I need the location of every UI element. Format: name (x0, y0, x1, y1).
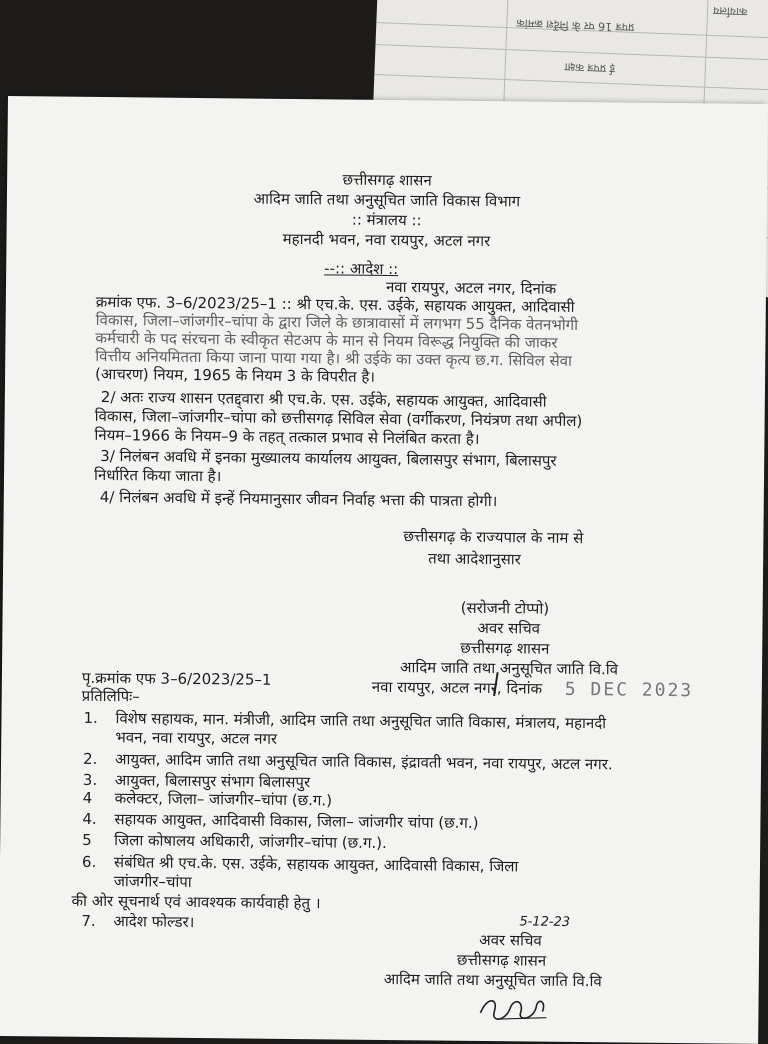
copy-item-line: आयुक्त, बिलासपुर संभाग बिलासपुर (114, 771, 311, 792)
copy-item-number: 4 (82, 788, 93, 807)
order-place-date: नवा रायपुर, अटल नगर, दिनांक (385, 277, 557, 298)
copy-to-label: प्रतिलिपिः– (81, 686, 140, 706)
copy-item-line: भवन, नवा रायपुर, अटल नगर (115, 728, 278, 748)
para1-line: (आचरण) नियम, 1965 के नियम 3 के विपरीत है। (95, 364, 376, 386)
copy-item-number: 6. (81, 852, 97, 871)
copy-item-number: 1. (83, 708, 98, 727)
bottom-dept: आदिम जाति तथा अनुसूचित जाति वि.वि (383, 969, 602, 991)
date-stamp: 5 DEC 2023 (564, 678, 694, 702)
background-text: प्रपत्र 16 पर के निर्देश क्रमांक (516, 16, 635, 34)
copy-item-number: 2. (82, 749, 98, 768)
bottom-govt: छत्तीसगढ़ शासन (456, 950, 547, 970)
para3-line: निर्धारित किया जाता है। (93, 465, 222, 486)
endorsement-number: पृ.क्रमांक एफ 3–6/2023/25–1 (81, 668, 272, 689)
order-title: --:: आदेश :: (324, 259, 399, 279)
background-text: कार्यालय (712, 3, 748, 19)
copy-item-line: विशेष सहायक, मान. मंत्रीजी, आदिम जाति तथा अनुसूचित जाति विकास, मंत्रालय, महानदी (115, 709, 607, 733)
copy-item-number: 5 (82, 830, 92, 849)
copy-item-line: जांजगीर–चांपा (113, 872, 192, 891)
order-document (0, 96, 768, 1044)
para2-line: नियम–1966 के नियम–9 के तहत् तत्काल प्रभाव से निलंबित करता है। (94, 425, 480, 448)
copy-item-line: आदेश फोल्डर। (113, 912, 195, 931)
copy-item-number: 3. (82, 770, 98, 789)
copy-item-number: 4. (82, 809, 97, 828)
governor-order-line: तथा आदेशानुसार (428, 549, 521, 569)
para2-line: विकास, जिला–जांजगीर–चांपा को छत्तीसगढ़ सिविल सेवा (वर्गीकरण, नियंत्रण तथा अपील) (94, 406, 583, 431)
para1-line: क्रमांक एफ. 3–6/2023/25–1 :: श्री एच.के. एस. उईके, सहायक आयुक्त, आदिवासी (95, 292, 575, 316)
department-heading: आदिम जाति तथा अनुसूचित जाति विकास विभाग (253, 189, 521, 211)
para2-line: 2/ अतः राज्य शासन एतद्द्वारा श्री एच.के. एस. उईके, सहायक आयुक्त, आदिवासी (100, 387, 547, 411)
background-text: ई प्रपत्र कक्षा (564, 60, 616, 76)
governor-order-line: छत्तीसगढ़ के राज्यपाल के नाम से (403, 527, 584, 548)
address-heading: महानदी भवन, नवा रायपुर, अटल नगर (282, 229, 491, 251)
signatory-name: (सरोजनी टोप्पो) (460, 598, 550, 618)
handwritten-date: 5-12-23 (519, 914, 571, 930)
signatory-designation: अवर सचिव (477, 618, 541, 638)
copy-item-line: आयुक्त, आदिम जाति तथा अनुसूचित जाति विकास, इंद्रावती भवन, नवा रायपुर, अटल नगर. (114, 750, 613, 774)
copy-item-number: 7. (81, 911, 96, 930)
bottom-designation: अवर सचिव (479, 930, 542, 950)
para4-line: 4/ निलंबन अवधि में इन्हें नियमानुसार जीवन निर्वाह भत्ता की पात्रता होगी। (99, 487, 498, 511)
copy-item-line: संबंधित श्री एच.के. एस. उईके, सहायक आयुक्त, आदिवासी विकास, जिला (113, 853, 519, 876)
signatory-dept: आदिम जाति तथा अनुसूचित जाति वि.वि (399, 658, 619, 679)
para1-line: कर्मचारी के पद संरचना के स्वीकृत सेटअप के मान से नियम विरूद्ध नियुक्ति की जाकर (95, 328, 558, 352)
copy-item-line: कलेक्टर, जिला– जांजगीर–चांपा (छ.ग.) (114, 789, 333, 810)
copy-item-line: जिला कोषालय अधिकारी, जांजगीर–चांपा (छ.ग.). (114, 831, 387, 853)
para1-line: वित्तीय अनियमितता किया जाना पाया गया है। श्री उईके का उक्त कृत्य छ.ग. सिविल सेवा (95, 346, 573, 370)
initials-signature (476, 991, 586, 1032)
copy-item-line: की ओर सूचनार्थ एवं आवश्यक कार्यवाही हेतु । (71, 891, 321, 913)
ministry-heading: :: मंत्रालय :: (351, 210, 422, 230)
endorsement-place-date: नवा रायपुर, अटल नगर, दिनांक (371, 677, 543, 698)
signatory-govt: छत्तीसगढ़ शासन (460, 638, 550, 658)
govt-heading: छत्तीसगढ़ शासन (342, 170, 432, 190)
para1-line: विकास, जिला–जांजगीर–चांपा के द्वारा जिले के छात्रावासों में लगभग 55 दैनिक वेतनभोगी (95, 310, 579, 334)
para3-line: 3/ निलंबन अवधि में इनका मुख्यालय कार्यालय आयुक्त, बिलासपुर संभाग, बिलासपुर (100, 446, 557, 470)
copy-item-line: सहायक आयुक्त, आदिवासी विकास, जिला– जांजगीर चांपा (छ.ग.) (114, 810, 479, 832)
